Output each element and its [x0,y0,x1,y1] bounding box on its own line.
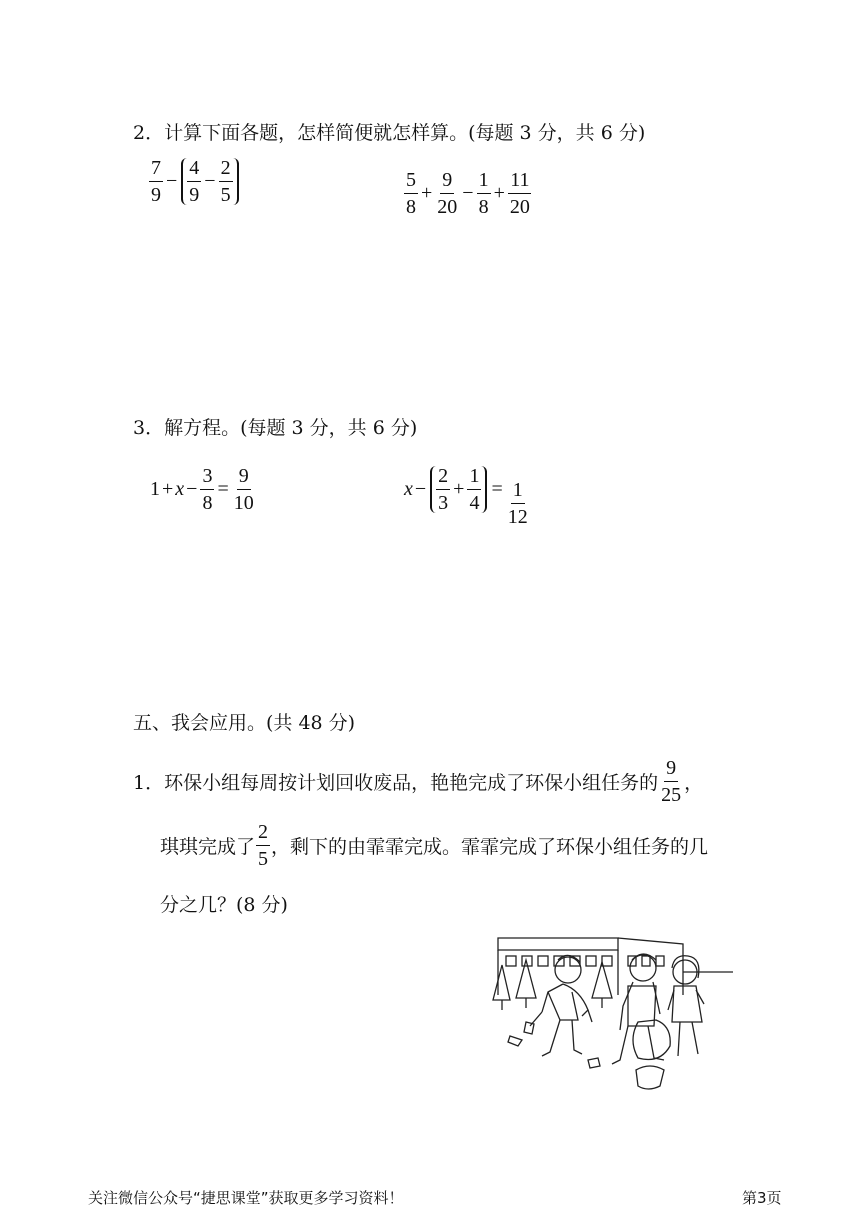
recycling-illustration [488,930,736,1100]
section5-title: 五、我会应用。(共 48 分) [133,712,356,734]
q2-expression-2: $\frac{5}{8}$ + $\frac{9}{20}$ − $\frac{1}{8}$ + $\frac{11}{20}$ [406,169,530,218]
q3-equation-1: 1 + x − $\frac{3}{8}$ = $\frac{9}{10}$ [150,465,254,514]
problem1-line3: 分之几？(8 分) [160,894,288,916]
parentheses: $\frac{4}{9}$ − $\frac{2}{5}$ [181,158,238,205]
parentheses: $\frac{2}{3}$ + $\frac{1}{4}$ [430,466,487,513]
problem1-line1: 1．环保小组每周按计划回收废品，艳艳完成了环保小组任务的 $\frac{9}{25}$ ， [133,757,704,806]
q3-equation-2: x − $\frac{2}{3}$ + $\frac{1}{4}$ = $\frac{1}{12}$ [404,465,528,528]
problem1-line2: 琪琪完成了 $\frac{2}{5}$ ，剩下的由霏霏完成。霏霏完成了环保小组任务的几 [160,821,709,870]
footer-note: 关注微信公众号“捷思课堂”获取更多学习资料！ [88,1189,404,1207]
fraction: $\frac{7}{9}$ [151,157,161,206]
page-number: 第3页 [742,1189,782,1207]
q2-expression-1: $\frac{7}{9}$ − $\frac{4}{9}$ − $\frac{2}{5}$ [148,158,241,205]
q3-title: 3．解方程。(每题 3 分，共 6 分) [133,417,418,439]
q2-title: 2．计算下面各题，怎样简便就怎样算。(每题 3 分，共 6 分) [133,122,646,144]
